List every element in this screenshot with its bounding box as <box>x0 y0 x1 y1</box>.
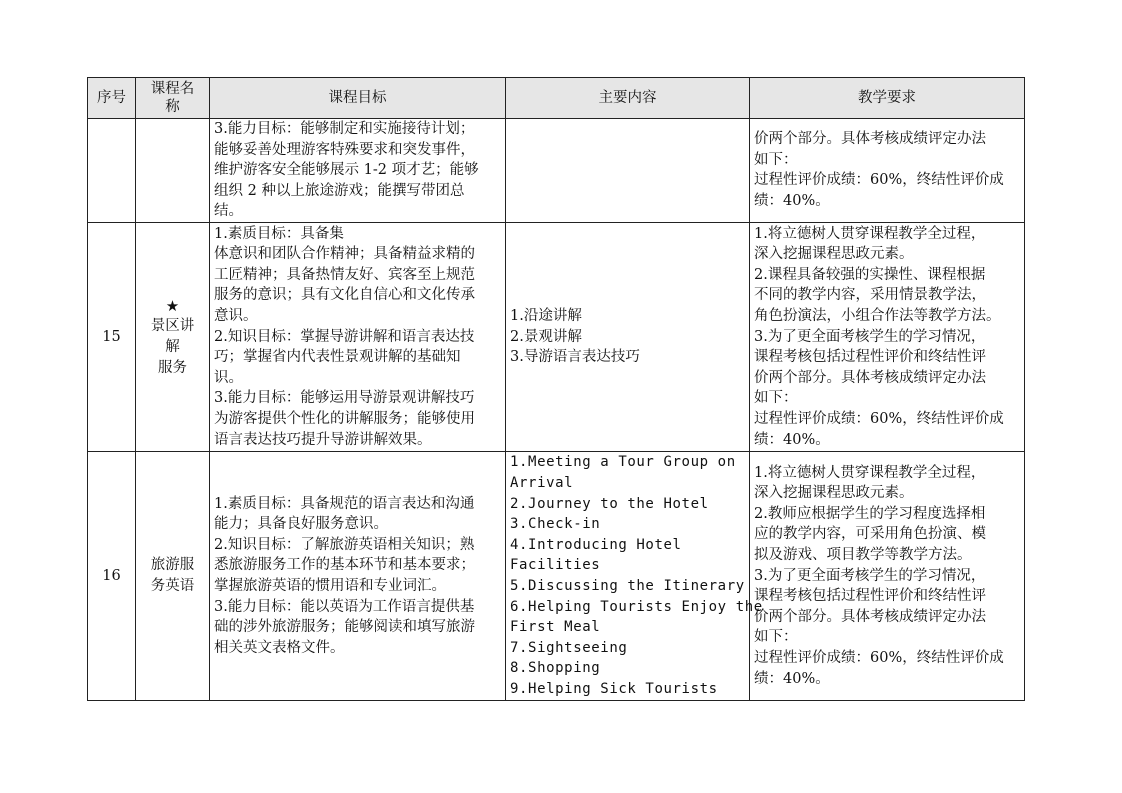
header-number: 序号 <box>88 78 136 119</box>
cell-number: 16 <box>88 451 136 700</box>
course-table <box>87 77 1025 701</box>
requirement-line: 2.课程具备较强的实操性、课程根据 <box>754 266 986 283</box>
cell-main-content <box>506 451 763 700</box>
cell-course-goals <box>210 222 506 451</box>
cell-main-content <box>506 222 750 451</box>
header-course-goals: 课程目标 <box>210 78 506 119</box>
goal-line: 3.能力目标：能以英语为工作语言提供基 <box>214 598 475 615</box>
content-line: First Meal <box>510 619 601 636</box>
requirement-line: 如下： <box>754 151 798 168</box>
cell-teaching-requirements <box>750 222 1025 451</box>
goal-line: 体意识和团队合作精神；具备精益求精的 <box>214 246 475 263</box>
table-header-row <box>88 78 1025 119</box>
course-name-line: 服务 <box>158 359 187 376</box>
goal-line: 结。 <box>214 203 243 220</box>
content-line: Facilities <box>510 557 601 574</box>
cell-teaching-requirements <box>750 451 1025 700</box>
cell-number: 15 <box>88 222 136 451</box>
content-line: 4.Introducing Hotel <box>510 536 682 553</box>
goal-line: 1.素质目标：具备集 <box>214 225 344 242</box>
requirement-line: 如下： <box>754 390 798 407</box>
requirement-line: 绩：40%。 <box>754 431 830 448</box>
goal-line: 识。 <box>214 369 243 386</box>
key-course-star-icon: ★ <box>165 296 180 315</box>
table-row-16 <box>88 451 1025 700</box>
requirement-line: 2.教师应根据学生的学习程度选择相 <box>754 505 986 522</box>
content-line: 3.Check-in <box>510 516 601 533</box>
course-name-line: 景区讲 <box>150 318 195 335</box>
content-line: 6.Helping Tourists Enjoy the <box>510 598 763 615</box>
goal-line: 巧；掌握省内代表性景观讲解的基础知 <box>214 349 461 366</box>
goal-line: 3.能力目标：能够制定和实施接待计划； <box>214 121 475 137</box>
table-row-continuation <box>88 119 1025 223</box>
cell-course-goals <box>210 451 506 700</box>
goal-line: 意识。 <box>214 308 258 325</box>
requirement-line: 过程性评价成绩：60%，终结性评价成 <box>754 650 1004 667</box>
goal-line: 掌握旅游英语的惯用语和专业词汇。 <box>214 577 446 594</box>
requirement-line: 课程考核包括过程性评价和终结性评 <box>754 588 986 605</box>
course-name-line: 旅游服 <box>150 557 195 574</box>
goal-line: 2.知识目标：掌握导游讲解和语言表达技 <box>214 328 475 345</box>
requirement-line: 如下： <box>754 629 798 646</box>
cell-teaching-requirements <box>750 119 1025 223</box>
cell-main-content <box>506 119 750 223</box>
cell-course-name <box>136 119 210 223</box>
content-line: 3.导游语言表达技巧 <box>510 349 640 366</box>
content-line: 9.Helping Sick Tourists <box>510 680 718 697</box>
requirement-line: 价两个部分。具体考核成绩评定办法 <box>754 369 986 386</box>
content-line: 1.沿途讲解 <box>510 308 582 325</box>
content-line: 7.Sightseeing <box>510 639 628 656</box>
cell-course-name <box>136 451 210 700</box>
header-teaching-requirements: 教学要求 <box>750 78 1025 119</box>
cell-course-name <box>136 222 210 451</box>
requirement-line: 1.将立德树人贯穿课程教学全过程， <box>754 464 986 481</box>
content-line: 8.Shopping <box>510 660 601 677</box>
requirement-line: 课程考核包括过程性评价和终结性评 <box>754 349 986 366</box>
requirement-line: 绩：40%。 <box>754 670 830 687</box>
content-line: 5.Discussing the Itinerary <box>510 577 745 594</box>
cell-course-goals <box>210 119 506 223</box>
goal-line: 1.素质目标：具备规范的语言表达和沟通 <box>214 495 475 512</box>
goal-line: 组织 2 种以上旅途游戏；能撰写带团总 <box>214 182 465 199</box>
requirement-line: 过程性评价成绩：60%，终结性评价成 <box>754 411 1004 428</box>
requirement-line: 应的教学内容，可采用角色扮演、模 <box>754 526 986 543</box>
cell-number <box>88 119 136 223</box>
goal-line: 3.能力目标：能够运用导游景观讲解技巧 <box>214 390 475 407</box>
content-line: 1.Meeting a Tour Group on <box>510 454 736 471</box>
goal-line: 相关英文表格文件。 <box>214 639 345 656</box>
header-course-name: 课程名称 <box>136 78 210 119</box>
content-line: 2.景观讲解 <box>510 328 582 345</box>
course-name-line: 解 <box>165 338 180 355</box>
requirement-line: 过程性评价成绩：60%，终结性评价成 <box>754 172 1004 189</box>
goal-line: 语言表达技巧提升导游讲解效果。 <box>214 431 432 448</box>
goal-line: 础的涉外旅游服务；能够阅读和填写旅游 <box>214 619 475 636</box>
requirement-line: 3.为了更全面考核学生的学习情况， <box>754 328 986 345</box>
requirement-line: 深入挖掘课程思政元素。 <box>754 246 914 263</box>
goal-line: 工匠精神；具备热情友好、宾客至上规范 <box>214 266 475 283</box>
requirement-line: 拟及游戏、项目教学等教学方法。 <box>754 547 972 564</box>
requirement-line: 价两个部分。具体考核成绩评定办法 <box>754 131 986 148</box>
requirement-line: 价两个部分。具体考核成绩评定办法 <box>754 608 986 625</box>
requirement-line: 1.将立德树人贯穿课程教学全过程， <box>754 225 986 242</box>
content-line: Arrival <box>510 475 574 491</box>
content-line: 2.Journey to the Hotel <box>510 495 709 512</box>
goal-line: 能够妥善处理游客特殊要求和突发事件， <box>214 141 475 158</box>
goal-line: 维护游客安全能够展示 1-2 项才艺；能够 <box>214 162 479 179</box>
requirement-line: 深入挖掘课程思政元素。 <box>754 485 914 502</box>
table-row-15 <box>88 222 1025 451</box>
goal-line: 能力；具备良好服务意识。 <box>214 516 388 533</box>
course-name-line: 务英语 <box>150 577 195 594</box>
goal-line: 服务的意识；具有文化自信心和文化传承 <box>214 287 475 304</box>
requirement-line: 不同的教学内容，采用情景教学法， <box>754 287 986 304</box>
goal-line: 2.知识目标：了解旅游英语相关知识；熟 <box>214 536 475 553</box>
requirement-line: 3.为了更全面考核学生的学习情况， <box>754 567 986 584</box>
header-main-content: 主要内容 <box>506 78 750 119</box>
requirement-line: 角色扮演法，小组合作法等教学方法。 <box>754 308 1001 325</box>
goal-line: 为游客提供个性化的讲解服务；能够使用 <box>214 411 475 428</box>
goal-line: 悉旅游服务工作的基本环节和基本要求； <box>214 557 475 574</box>
requirement-line: 绩：40%。 <box>754 193 830 210</box>
